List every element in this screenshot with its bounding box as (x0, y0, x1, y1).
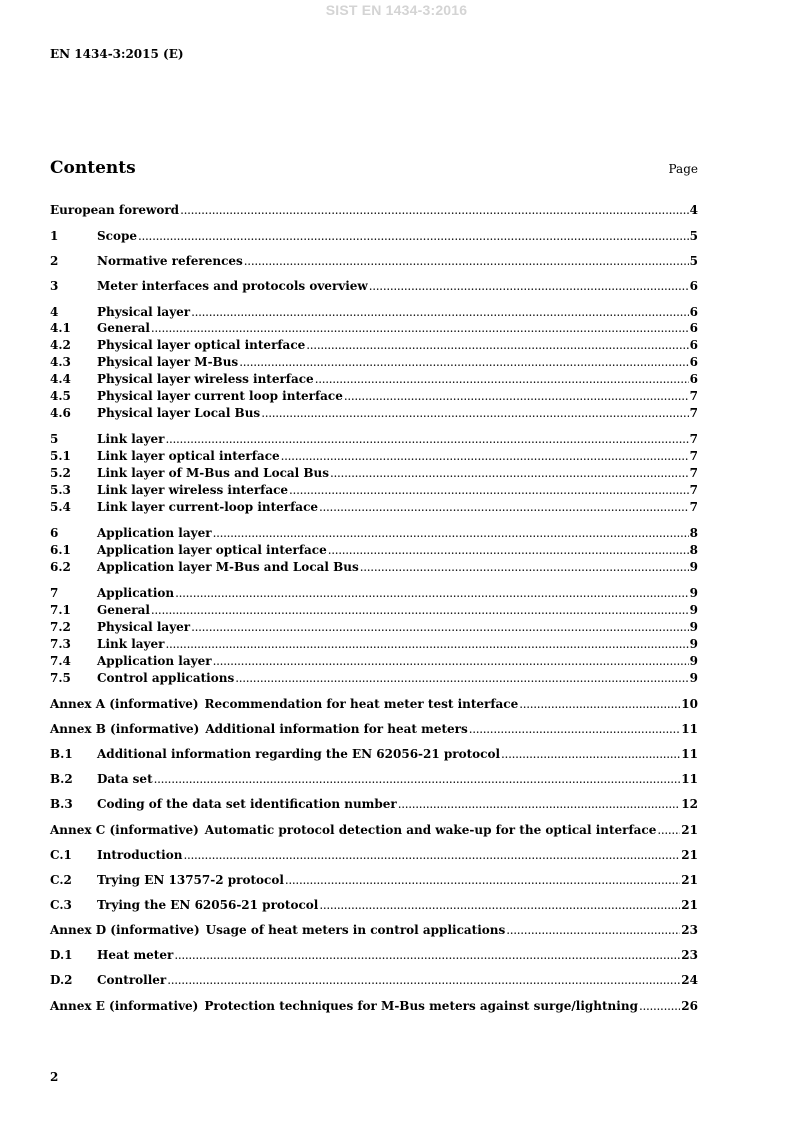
toc-entry-number: C.3 (50, 898, 72, 912)
toc-entry-number: 6.1 (50, 543, 71, 557)
toc-dot-leader (174, 947, 680, 963)
toc-dot-leader (319, 897, 680, 913)
toc-dot-leader (360, 559, 689, 575)
toc-dot-leader (244, 253, 689, 269)
toc-entry-page: 9 (689, 586, 698, 600)
toc-entry-title: Automatic protocol detection and wake-up for the optical interface (204, 823, 657, 837)
toc-entry-title: Application layer (97, 526, 212, 540)
toc-entry[interactable] (50, 972, 698, 988)
toc-entry-title: Physical layer current loop interface (97, 389, 343, 403)
toc-entry-page: 9 (689, 603, 698, 617)
toc-entry-number: 2 (50, 254, 59, 268)
toc-entry[interactable] (50, 771, 698, 787)
footer-page-number: 2 (50, 1070, 59, 1084)
toc-entry-title: Link layer (97, 637, 165, 651)
toc-entry-title: Trying EN 13757-2 protocol (97, 873, 284, 887)
toc-entry-page: 6 (689, 338, 698, 352)
toc-dot-leader (151, 320, 689, 336)
toc-entry-page: 5 (689, 254, 698, 268)
toc-entry-number: 4.1 (50, 321, 71, 335)
toc-entry-title: Link layer of M-Bus and Local Bus (97, 466, 330, 480)
toc-entry-title: Link layer current-loop interface (97, 500, 319, 514)
toc-entry[interactable] (50, 482, 698, 498)
toc-entry-page: 21 (681, 873, 698, 887)
toc-entry[interactable] (50, 525, 698, 541)
toc-entry-number: 7.2 (50, 620, 71, 634)
toc-entry-number: 4.4 (50, 372, 71, 386)
toc-entry[interactable] (50, 847, 698, 863)
toc-dot-leader (639, 998, 680, 1014)
toc-entry-page: 6 (689, 305, 698, 319)
toc-dot-leader (469, 721, 681, 737)
toc-entry-page: 7 (689, 466, 698, 480)
toc-entry[interactable] (50, 653, 698, 669)
toc-entry-title: Control applications (97, 671, 235, 685)
toc-dot-leader (151, 602, 689, 618)
toc-entry-number: 7 (50, 586, 59, 600)
toc-entry[interactable] (50, 670, 698, 686)
toc-entry[interactable] (50, 304, 698, 320)
toc-entry[interactable] (50, 431, 698, 447)
toc-entry[interactable] (50, 721, 698, 737)
toc-dot-leader (315, 371, 689, 387)
toc-entry-number: D.1 (50, 948, 73, 962)
toc-entry-title: Heat meter (97, 948, 174, 962)
toc-dot-leader (191, 619, 689, 635)
toc-entry[interactable] (50, 499, 698, 515)
toc-entry-title: Additional information regarding the EN 62056-21 protocol (97, 747, 501, 761)
toc-dot-leader (235, 670, 688, 686)
toc-entry-page: 24 (681, 973, 698, 987)
toc-entry-number: 4.3 (50, 355, 71, 369)
toc-entry-title: Trying the EN 62056-21 protocol (97, 898, 319, 912)
toc-dot-leader (180, 202, 689, 218)
toc-entry-page: 6 (689, 355, 698, 369)
toc-entry-page: 9 (689, 620, 698, 634)
toc-entry-number: C.1 (50, 848, 72, 862)
toc-dot-leader (239, 354, 688, 370)
toc-entry-page: 7 (689, 432, 698, 446)
toc-entry-title: Physical layer Local Bus (97, 406, 261, 420)
toc-entry-title: General (97, 321, 150, 335)
toc-entry-number: Annex C (informative) (50, 823, 199, 837)
toc-entry-page: 9 (689, 654, 698, 668)
toc-entry-number: Annex D (informative) (50, 923, 200, 937)
toc-entry-number: Annex B (informative) (50, 722, 200, 736)
toc-entry-number: 6 (50, 526, 59, 540)
toc-dot-leader (154, 771, 681, 787)
toc-dot-leader (213, 525, 689, 541)
toc-entry[interactable] (50, 354, 698, 370)
toc-entry-page: 12 (681, 797, 698, 811)
toc-entry-number: 7.3 (50, 637, 71, 651)
toc-entry[interactable] (50, 405, 698, 421)
toc-entry-page: 8 (689, 543, 698, 557)
toc-dot-leader (319, 499, 689, 515)
toc-entry[interactable] (50, 602, 698, 618)
toc-entry-page: 6 (689, 279, 698, 293)
toc-entry-title: European foreword (50, 203, 180, 217)
toc-entry-page: 11 (681, 772, 698, 786)
toc-entry[interactable] (50, 585, 698, 601)
toc-entry[interactable] (50, 337, 698, 353)
toc-entry-title: Normative references (97, 254, 243, 268)
toc-entry-page: 9 (689, 560, 698, 574)
toc-dot-leader (398, 796, 681, 812)
toc-entry[interactable] (50, 636, 698, 652)
toc-entry-number: 4.6 (50, 406, 71, 420)
toc-entry-number: B.3 (50, 797, 73, 811)
document-id: EN 1434-3:2015 (E) (50, 47, 184, 61)
toc-entry-number: B.1 (50, 747, 73, 761)
toc-dot-leader (281, 448, 689, 464)
toc-entry[interactable] (50, 388, 698, 404)
toc-entry-page: 26 (681, 999, 698, 1013)
toc-entry-number: 5.3 (50, 483, 71, 497)
toc-entry-number: 4.2 (50, 338, 71, 352)
toc-entry-page: 8 (689, 526, 698, 540)
toc-entry-page: 23 (681, 948, 698, 962)
toc-entry[interactable] (50, 796, 698, 812)
toc-entry-number: 7.1 (50, 603, 71, 617)
toc-entry-number: 5.1 (50, 449, 71, 463)
toc-dot-leader (519, 696, 680, 712)
toc-entry-title: Additional information for heat meters (205, 722, 468, 736)
toc-dot-leader (183, 847, 680, 863)
toc-dot-leader (165, 431, 688, 447)
toc-entry-page: 21 (681, 898, 698, 912)
toc-entry[interactable] (50, 228, 698, 244)
toc-entry-title: Recommendation for heat meter test interface (204, 697, 519, 711)
toc-entry-title: Protection techniques for M-Bus meters against surge/lightning (204, 999, 638, 1013)
toc-entry-page: 11 (681, 722, 698, 736)
toc-entry-title: Application (97, 586, 175, 600)
page-column-label: Page (668, 162, 698, 176)
toc-entry-title: Physical layer M-Bus (97, 355, 239, 369)
toc-entry-number: 4.5 (50, 389, 71, 403)
toc-entry-number: Annex A (informative) (50, 697, 199, 711)
toc-dot-leader (167, 972, 680, 988)
toc-entry-page: 5 (689, 229, 698, 243)
toc-entry-page: 7 (689, 389, 698, 403)
toc-entry[interactable] (50, 746, 698, 762)
toc-entry-number: 5.2 (50, 466, 71, 480)
toc-entry[interactable] (50, 619, 698, 635)
toc-entry-number: D.2 (50, 973, 73, 987)
toc-entry[interactable] (50, 947, 698, 963)
toc-entry-page: 7 (689, 500, 698, 514)
toc-entry-title: Application layer optical interface (97, 543, 327, 557)
toc-dot-leader (138, 228, 689, 244)
toc-entry-number: 7.4 (50, 654, 71, 668)
toc-entry-title: Introduction (97, 848, 183, 862)
toc-entry-page: 4 (689, 203, 698, 217)
toc-entry-page: 10 (681, 697, 698, 711)
toc-dot-leader (657, 822, 680, 838)
toc-entry-title: Physical layer wireless interface (97, 372, 314, 386)
toc-entry[interactable] (50, 559, 698, 575)
toc-dot-leader (213, 653, 689, 669)
toc-entry-title: Data set (97, 772, 153, 786)
toc-entry-title: Physical layer (97, 620, 191, 634)
toc-entry[interactable] (50, 371, 698, 387)
toc-entry[interactable] (50, 897, 698, 913)
toc-entry[interactable] (50, 696, 698, 712)
toc-entry-title: Meter interfaces and protocols overview (97, 279, 368, 293)
toc-dot-leader (175, 585, 689, 601)
toc-dot-leader (261, 405, 688, 421)
toc-entry-page: 23 (681, 923, 698, 937)
toc-dot-leader (369, 278, 689, 294)
toc-entry-number: Annex E (informative) (50, 999, 199, 1013)
toc-dot-leader (165, 636, 688, 652)
toc-entry-title: Controller (97, 973, 167, 987)
toc-entry[interactable] (50, 998, 698, 1014)
toc-entry-title: Scope (97, 229, 138, 243)
toc-dot-leader (306, 337, 688, 353)
toc-entry-page: 7 (689, 406, 698, 420)
toc-dot-leader (506, 922, 680, 938)
toc-entry[interactable] (50, 202, 698, 218)
toc-entry-page: 11 (681, 747, 698, 761)
toc-dot-leader (285, 872, 680, 888)
toc-entry-number: 5 (50, 432, 59, 446)
toc-entry-page: 6 (689, 372, 698, 386)
toc-entry[interactable] (50, 448, 698, 464)
toc-entry-title: Physical layer optical interface (97, 338, 306, 352)
toc-entry-title: Application layer (97, 654, 212, 668)
toc-entry[interactable] (50, 278, 698, 294)
toc-entry-number: 1 (50, 229, 59, 243)
toc-dot-leader (330, 465, 689, 481)
toc-entry-number: 5.4 (50, 500, 71, 514)
toc-entry-page: 7 (689, 449, 698, 463)
contents-title: Contents (50, 158, 136, 178)
toc-entry-number: C.2 (50, 873, 72, 887)
toc-entry-number: 7.5 (50, 671, 71, 685)
toc-entry-title: Application layer M-Bus and Local Bus (97, 560, 359, 574)
toc-dot-leader (501, 746, 680, 762)
toc-entry-page: 6 (689, 321, 698, 335)
toc-entry-title: General (97, 603, 150, 617)
toc-entry[interactable] (50, 320, 698, 336)
toc-entry-number: 4 (50, 305, 59, 319)
toc-entry-number: B.2 (50, 772, 73, 786)
toc-entry[interactable] (50, 542, 698, 558)
toc-entry[interactable] (50, 253, 698, 269)
toc-entry-number: 3 (50, 279, 59, 293)
watermark: SIST EN 1434-3:2016 (325, 2, 468, 18)
toc-entry-title: Link layer (97, 432, 165, 446)
toc-entry-page: 9 (689, 671, 698, 685)
toc-entry-title: Usage of heat meters in control applications (205, 923, 506, 937)
toc-entry-page: 21 (681, 848, 698, 862)
toc-entry[interactable] (50, 872, 698, 888)
toc-entry-title: Physical layer (97, 305, 191, 319)
toc-dot-leader (289, 482, 689, 498)
toc-entry-page: 21 (681, 823, 698, 837)
toc-dot-leader (344, 388, 689, 404)
toc-dot-leader (328, 542, 689, 558)
toc-entry-title: Link layer optical interface (97, 449, 280, 463)
toc-entry[interactable] (50, 922, 698, 938)
toc-entry-page: 7 (689, 483, 698, 497)
toc-dot-leader (191, 304, 689, 320)
contents-heading (50, 158, 698, 182)
toc-entry-page: 9 (689, 637, 698, 651)
toc-entry-number: 6.2 (50, 560, 71, 574)
toc-entry-title: Link layer wireless interface (97, 483, 289, 497)
toc-entry-title: Coding of the data set identification number (97, 797, 397, 811)
toc-entry[interactable] (50, 465, 698, 481)
toc-entry[interactable] (50, 822, 698, 838)
